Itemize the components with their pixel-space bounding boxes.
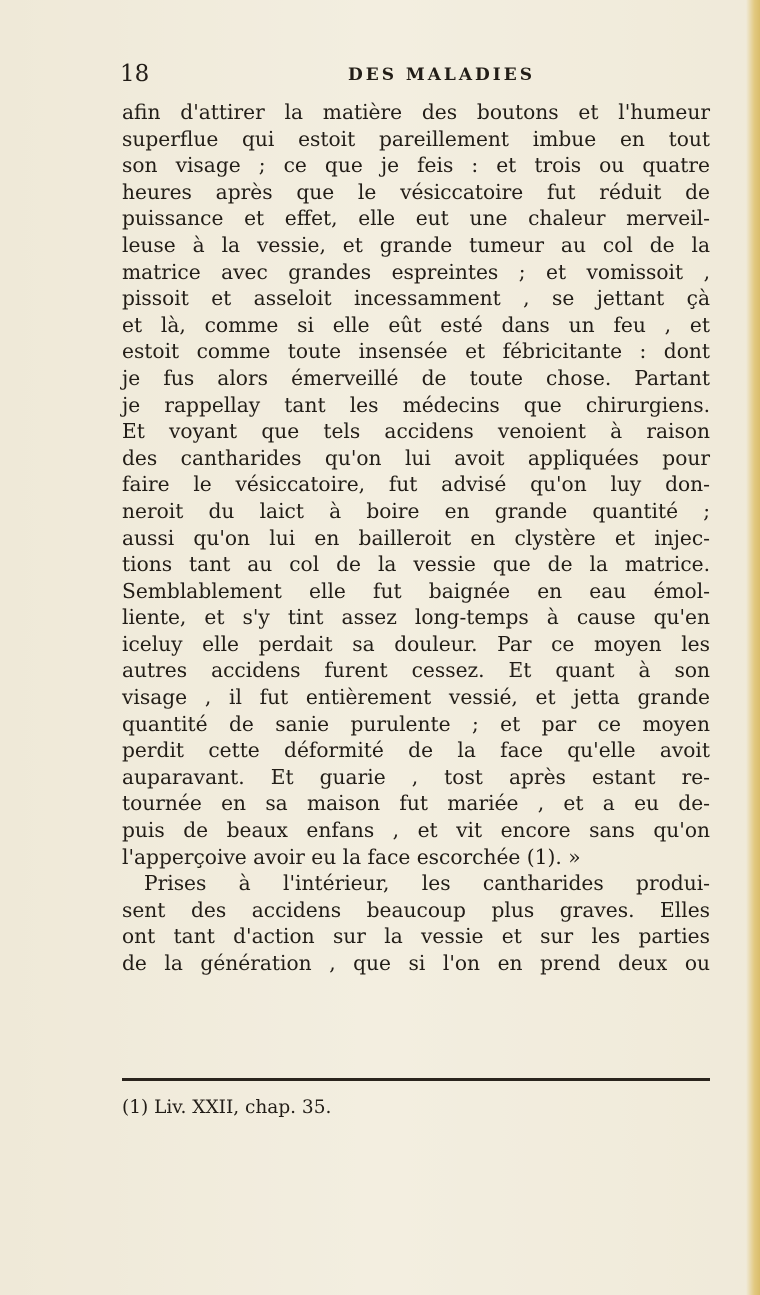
- text-line: afin d'attirer la matière des boutons et l'humeur: [122, 100, 710, 124]
- text-line: pissoit et asseloit incessamment , se jettant çà: [122, 286, 710, 311]
- text-line: auparavant. Et guarie , tost après estant re-: [122, 764, 710, 789]
- text-line: puis de beaux enfans , et vit encore sans qu'on: [122, 818, 710, 843]
- text-line: leuse à la vessie, et grande tumeur au col de la: [122, 232, 710, 257]
- text-line: iceluy elle perdait sa douleur. Par ce moyen les: [122, 631, 710, 656]
- footnote-rule: [122, 1078, 710, 1081]
- text-line: neroit du laict à boire en grande quantité ;: [122, 498, 710, 523]
- text-line: de la génération , que si l'on en prend deux ou: [122, 951, 710, 975]
- text-line: quantité de sanie purulente ; et par ce moyen: [122, 711, 710, 736]
- page-header: [120, 60, 680, 88]
- footnote: (1) Liv. XXII, chap. 35.: [122, 1097, 332, 1118]
- text-line: visage , il fut entièrement vessié, et jetta grande: [122, 685, 710, 710]
- text-line: sent des accidens beaucoup plus graves. Elles: [122, 897, 710, 922]
- text-line: je rappellay tant les médecins que chirurgiens.: [122, 392, 710, 417]
- text-line: autres accidens furent cessez. Et quant à son: [122, 658, 710, 683]
- text-line: je fus alors émerveillé de toute chose. Partant: [122, 365, 710, 390]
- text-line: perdit cette déformité de la face qu'elle avoit: [122, 738, 710, 763]
- running-head: DES MALADIES: [348, 65, 535, 85]
- text-line: Et voyant que tels accidens venoient à raison: [122, 419, 710, 444]
- text-line: ont tant d'action sur la vessie et sur les parties: [122, 924, 710, 949]
- text-line: Prises à l'intérieur, les cantharides produi-: [144, 871, 710, 896]
- text-line: superflue qui estoit pareillement imbue en tout: [122, 126, 710, 151]
- page-number: 18: [120, 61, 150, 87]
- text-line: l'apperçoive avoir eu la face escorchée (1). »: [122, 844, 581, 869]
- text-line: tournée en sa maison fut mariée , et a eu de-: [122, 791, 710, 816]
- text-line: liente, et s'y tint assez long-temps à cause qu'en: [122, 605, 710, 630]
- text-line: tions tant au col de la vessie que de la matrice.: [122, 552, 710, 577]
- text-line: faire le vésiccatoire, fut advisé qu'on luy don-: [122, 472, 710, 497]
- text-line: et là, comme si elle eût esté dans un feu , et: [122, 312, 710, 337]
- text-line: estoit comme toute insensée et fébricitante : dont: [122, 339, 710, 364]
- text-line: Semblablement elle fut baignée en eau émol-: [122, 578, 710, 603]
- page-edge: [746, 0, 760, 1295]
- text-line: heures après que le vésiccatoire fut réduit de: [122, 179, 710, 204]
- text-line: son visage ; ce que je feis : et trois ou quatre: [122, 153, 710, 178]
- body-text: [122, 99, 710, 977]
- text-line: puissance et effet, elle eut une chaleur merveil-: [122, 206, 710, 231]
- text-line: aussi qu'on lui en bailleroit en clystère et injec-: [122, 525, 710, 550]
- text-line: des cantharides qu'on lui avoit appliquées pour: [122, 445, 710, 470]
- text-line: matrice avec grandes espreintes ; et vomissoit ,: [122, 259, 710, 284]
